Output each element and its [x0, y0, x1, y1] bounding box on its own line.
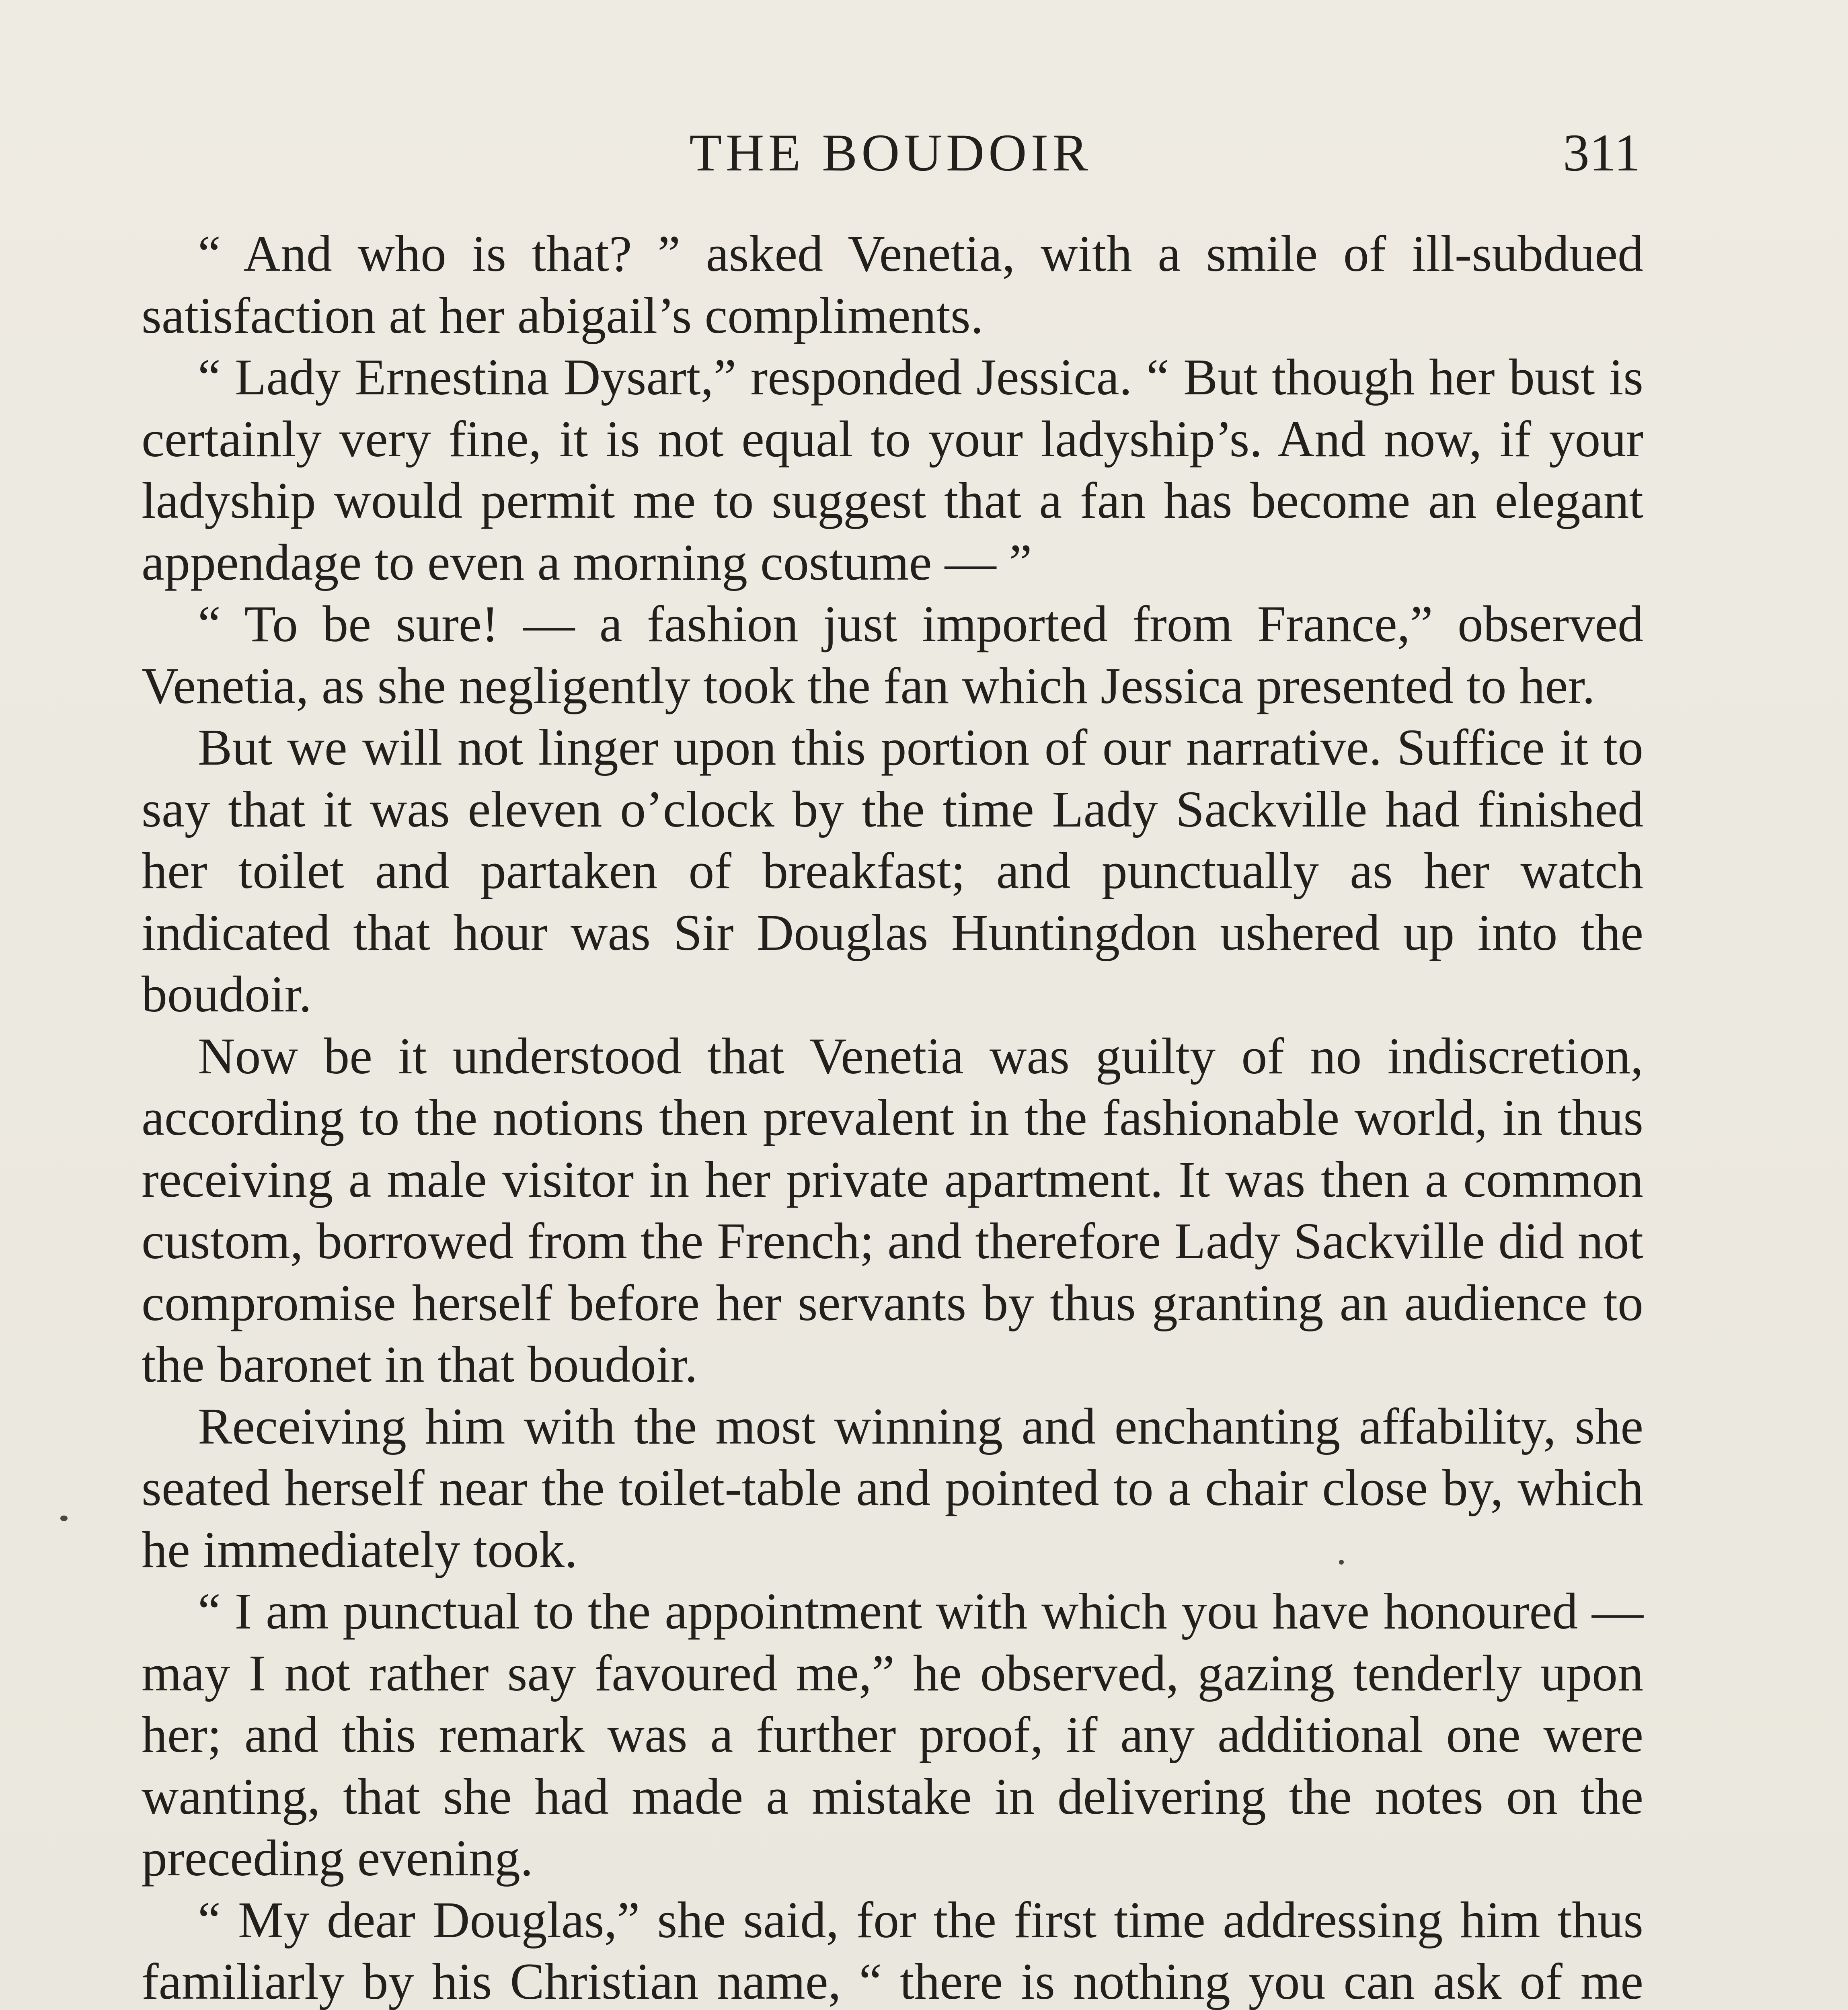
paragraph: “ I am punctual to the appointment with which you have honoured — may I not rather say favoured me,” he observed, gazing tenderly upon her; and this remark was a further proof, if any additional one were wanting, that she had made a mistake in delivering the notes on the preceding evening. [142, 1583, 1643, 1887]
paragraph: “ Lady Ernestina Dysart,” responded Jessica. “ But though her bust is certainly very fine, it is not equal to your ladyship’s. And now, if your ladyship would permit me to suggest that a fan has become an elegant appendage to even a morning costume — ” [142, 349, 1643, 591]
ink-speck [1339, 1560, 1344, 1565]
paragraph: “ And who is that? ” asked Venetia, with a smile of ill-subdued satisfaction at her abigail’s compliments. [142, 225, 1643, 344]
running-title: THE BOUDOIR [689, 123, 1092, 182]
paragraph: “ To be sure! — a fashion just imported from France,” observed Venetia, as she negligently took the fan which Jessica presented to her. [142, 595, 1643, 714]
running-head [141, 117, 1641, 189]
paragraph: But we will not linger upon this portion of our narrative. Suffice it to say that it was eleven o’clock by the time Lady Sackville had finished her toilet and partaken of breakfast; and punctually as her watch indicated that hour was Sir Douglas Huntingdon ushered up into the boudoir. [142, 719, 1643, 1023]
ink-speck [60, 1516, 68, 1521]
page-number: 311 [1563, 123, 1641, 182]
paragraph: Now be it understood that Venetia was guilty of no indiscretion, according to the notions then prevalent in the fashionable world, in thus receiving a male visitor in her private apartment. It was then a common custom, borrowed from the French; and therefore Lady Sackville did not compromise herself before her servants by thus granting an audience to the baronet in that boudoir. [142, 1027, 1643, 1393]
paragraph: “ My dear Douglas,” she said, for the first time addressing him thus familiarly by his Christian name, “ there is nothing you can ask of me [142, 1891, 1643, 2010]
body-text [142, 223, 1643, 2010]
paragraph: Receiving him with the most winning and enchanting affability, she seated herself near the toilet-table and pointed to a chair close by, which he immediately took. [142, 1397, 1643, 1578]
